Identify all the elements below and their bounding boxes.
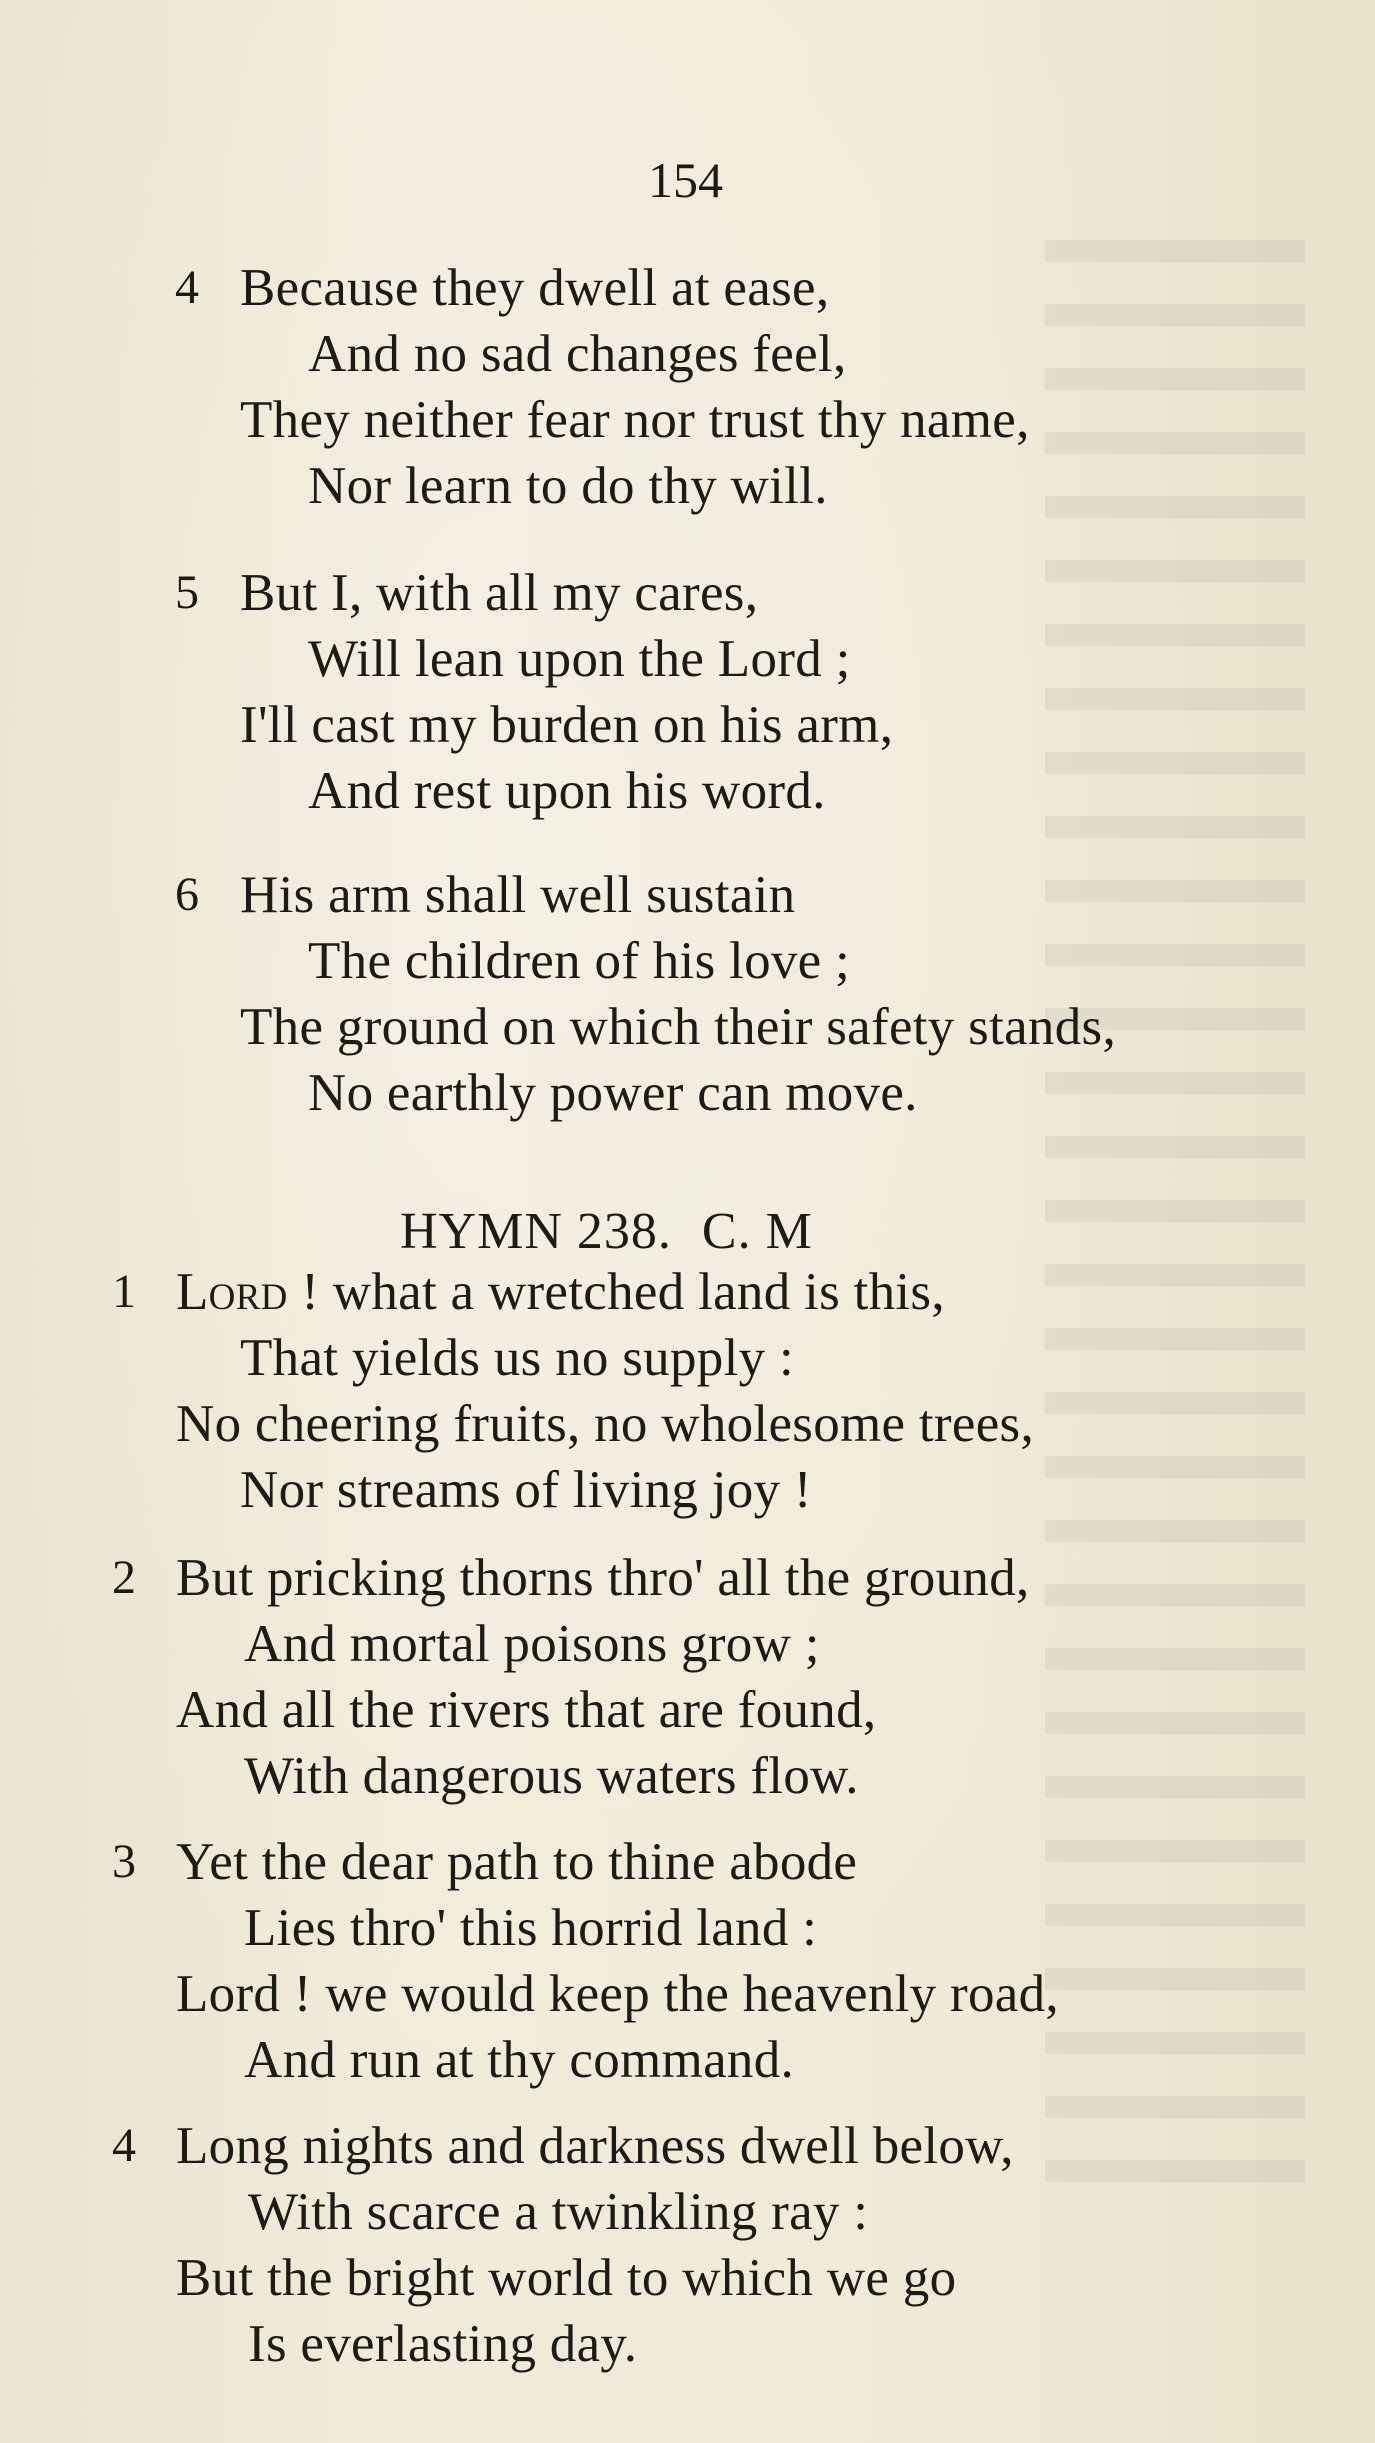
stanza-number: 5 (175, 566, 199, 619)
verse-line: Because they dwell at ease, (240, 259, 830, 317)
verse-line: Nor streams of living joy ! (240, 1461, 812, 1519)
verse-line: No cheering fruits, no wholesome trees, (176, 1395, 1034, 1453)
stanza-number: 4 (112, 2119, 136, 2172)
verse-line: And no sad changes feel, (308, 325, 847, 383)
verse-line: Nor learn to do thy will. (308, 457, 828, 515)
verse-line: And run at thy command. (244, 2031, 795, 2089)
verse-line: With dangerous waters flow. (244, 1747, 859, 1805)
verse-line (176, 1260, 945, 1324)
verse-line: Yet the dear path to thine abode (176, 1833, 858, 1891)
verse-line: The children of his love ; (308, 932, 851, 990)
verse-line: But pricking thorns thro' all the ground, (176, 1549, 1030, 1607)
verse-line: And mortal poisons grow ; (244, 1615, 820, 1673)
verse-line: Lies thro' this horrid land : (244, 1899, 818, 1957)
verse-line: That yields us no supply : (240, 1329, 794, 1387)
verse-line: The ground on which their safety stands, (240, 998, 1116, 1056)
stanza-number: 2 (112, 1551, 136, 1604)
first-line-rest: ! what a wretched land is this, (287, 1263, 945, 1321)
verse-line: I'll cast my burden on his arm, (240, 696, 894, 754)
verse-line: Long nights and darkness dwell below, (176, 2117, 1014, 2175)
verse-line: Will lean upon the Lord ; (308, 630, 851, 688)
stanza-number: 1 (112, 1265, 136, 1318)
first-word: Lord (176, 1263, 288, 1321)
hymn-heading (400, 1200, 843, 1264)
stanza-number: 6 (175, 868, 199, 921)
bleed-through-shadow (1045, 240, 1305, 2200)
verse-line: Is everlasting day. (248, 2315, 638, 2373)
stanza-number: 4 (175, 261, 199, 314)
verse-line: No earthly power can move. (308, 1064, 918, 1122)
verse-line: With scarce a twinkling ray : (248, 2183, 869, 2241)
verse-line: They neither fear nor trust thy name, (240, 391, 1030, 449)
verse-line: But the bright world to which we go (176, 2249, 957, 2307)
hymn-title: HYMN 238. (400, 1203, 672, 1260)
stanza-number: 3 (112, 1835, 136, 1888)
page-number: 154 (648, 152, 723, 208)
hymn-meter: C. M (701, 1203, 813, 1260)
verse-line: His arm shall well sustain (240, 866, 796, 924)
verse-line: But I, with all my cares, (240, 564, 759, 622)
verse-line: And rest upon his word. (308, 762, 826, 820)
verse-line: And all the rivers that are found, (176, 1681, 877, 1739)
verse-line: Lord ! we would keep the heavenly road, (176, 1965, 1059, 2023)
